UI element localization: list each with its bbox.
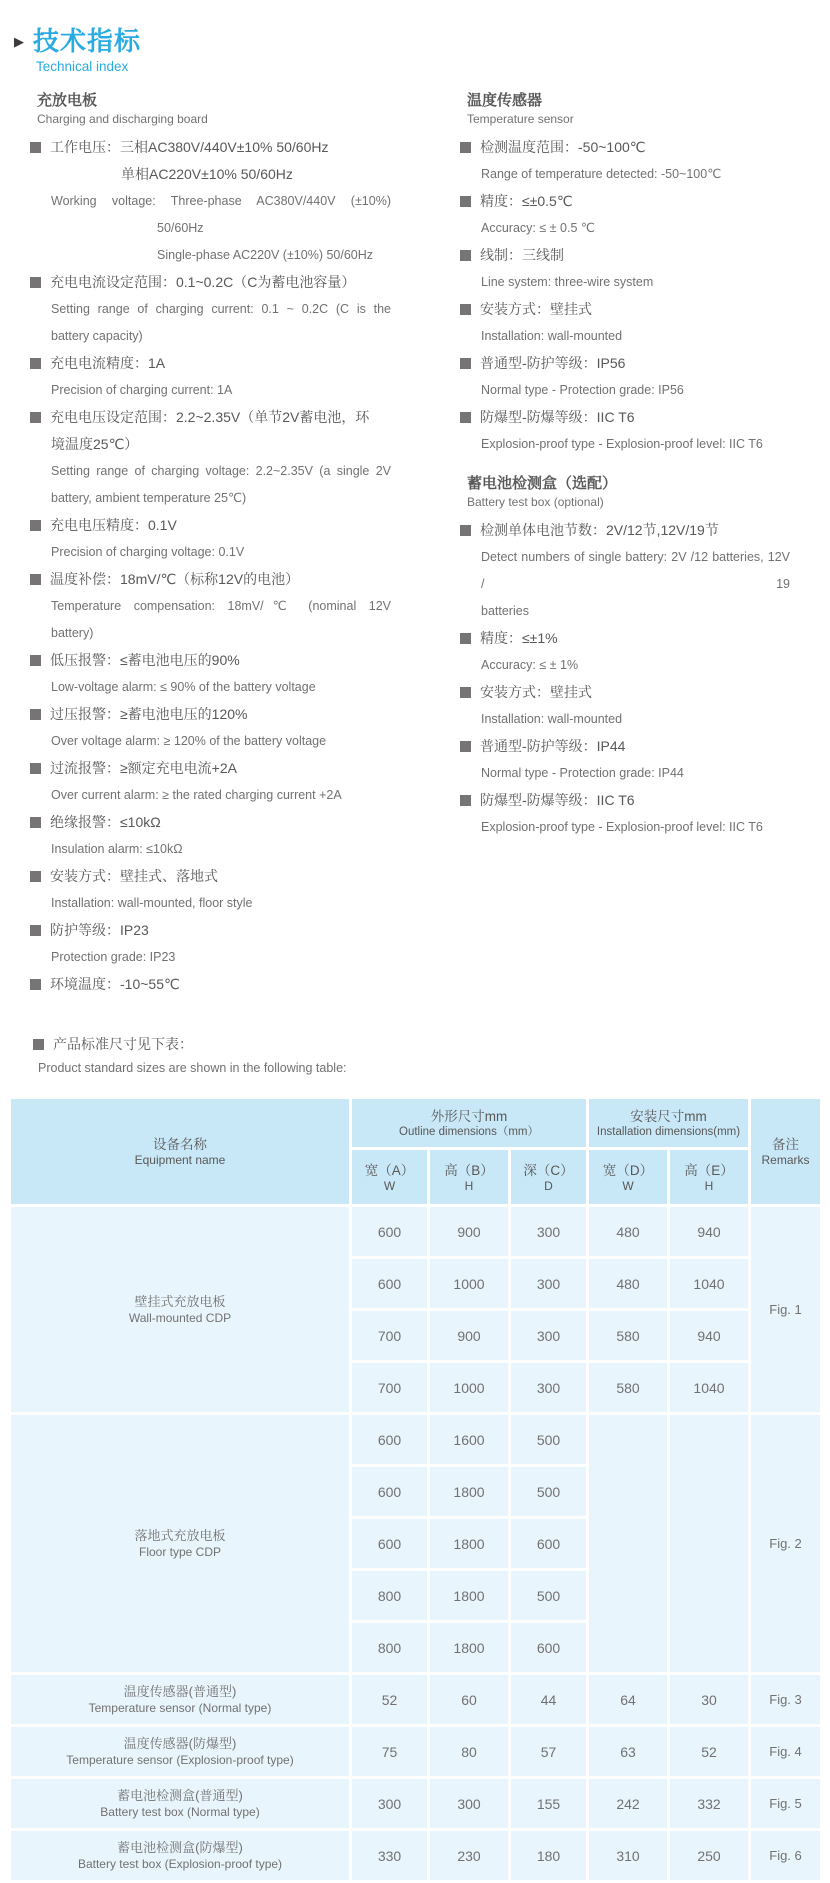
bullet-square-icon <box>460 250 471 261</box>
spec-line-en <box>30 890 391 917</box>
spec-text: Installation: wall-mounted <box>481 329 623 343</box>
spec-text: 境温度25℃） <box>51 436 139 452</box>
spec-line-en <box>30 296 391 323</box>
bullet-square-icon <box>460 795 471 806</box>
equipment-name-cn: 壁挂式充放电板 <box>134 1294 226 1309</box>
equipment-name-cn: 落地式充放电板 <box>134 1528 226 1543</box>
size-value-cell: 500 <box>510 1570 588 1622</box>
bullet-square-icon <box>30 277 41 288</box>
spec-text: 环境温度：-10~55℃ <box>50 976 180 992</box>
size-value-cell: 800 <box>351 1570 429 1622</box>
size-value-cell: 332 <box>669 1778 750 1830</box>
spec-text: Precision of charging current: 1A <box>51 383 233 397</box>
size-value-cell: 600 <box>510 1518 588 1570</box>
remarks-header-cn: 备注 <box>772 1137 800 1152</box>
spec-line-cn <box>30 917 391 944</box>
bullet-square-icon <box>30 655 41 666</box>
size-value-cell-empty <box>669 1414 750 1674</box>
table-row <box>10 1674 822 1726</box>
size-value-cell: 1600 <box>429 1414 510 1466</box>
spec-line-en <box>30 836 391 863</box>
size-value-cell: 1000 <box>429 1258 510 1310</box>
bullet-square-icon <box>33 1039 44 1050</box>
size-value-cell: 300 <box>429 1778 510 1830</box>
size-value-cell: 80 <box>429 1726 510 1778</box>
spec-text: Over voltage alarm: ≥ 120% of the battery voltage <box>51 734 327 748</box>
section-heading-en: Charging and discharging board <box>37 112 208 126</box>
bullet-square-icon <box>30 709 41 720</box>
equipment-name-en: Battery test box (Normal type) <box>100 1805 260 1819</box>
spec-text: battery capacity) <box>51 329 143 343</box>
spec-text: 绝缘报警：≤10kΩ <box>50 814 161 830</box>
spec-text: 过压报警：≥蓄电池电压的120% <box>50 706 248 722</box>
bullet-square-icon <box>30 574 41 585</box>
spec-text: 单相AC220V±10% 50/60Hz <box>121 166 293 182</box>
section-heading-cn: 蓄电池检测盒（选配） <box>467 475 618 492</box>
table-row <box>10 1778 822 1830</box>
spec-line-en <box>30 674 391 701</box>
equipment-name-en: Wall-mounted CDP <box>128 1311 232 1325</box>
col-header-dim <box>510 1149 588 1206</box>
remark-cell: Fig. 4 <box>750 1726 822 1778</box>
size-value-cell: 940 <box>669 1206 750 1258</box>
spec-line-cn <box>30 431 391 458</box>
spec-text: Installation: wall-mounted, floor style <box>51 896 253 910</box>
spec-text: Line system: three-wire system <box>481 275 654 289</box>
bullet-square-icon <box>30 817 41 828</box>
spec-line-en <box>30 485 391 512</box>
group-header-cn: 外形尺寸mm <box>430 1108 508 1124</box>
size-table <box>8 1096 823 1883</box>
size-value-cell: 600 <box>351 1414 429 1466</box>
spec-text: Single-phase AC220V (±10%) 50/60Hz <box>157 248 374 262</box>
spec-text: 防爆型-防爆等级：IIC T6 <box>480 792 635 808</box>
col-header-dim <box>429 1149 510 1206</box>
equipment-name-en: Floor type CDP <box>138 1545 222 1559</box>
size-value-cell: 1800 <box>429 1518 510 1570</box>
spec-line-cn <box>30 863 391 890</box>
section-heading-cn: 温度传感器 <box>467 92 543 109</box>
equipment-name-cn: 蓄电池检测盒(防爆型) <box>117 1840 243 1855</box>
size-value-cell: 64 <box>588 1674 669 1726</box>
size-value-cell-empty <box>588 1414 669 1674</box>
spec-line-cn <box>460 188 790 215</box>
spec-text: 充电电压精度：0.1V <box>50 517 177 533</box>
spec-text: Low-voltage alarm: ≤ 90% of the battery voltage <box>51 680 316 694</box>
spec-line-en <box>460 323 790 350</box>
spec-line-en <box>30 539 391 566</box>
remark-cell: Fig. 3 <box>750 1674 822 1726</box>
spec-text: Accuracy: ≤ ± 1% <box>481 658 579 672</box>
size-value-cell: 310 <box>588 1830 669 1882</box>
equipment-name-cell <box>10 1830 351 1882</box>
spec-text: 检测温度范围：-50~100℃ <box>480 139 646 155</box>
spec-text: Precision of charging voltage: 0.1V <box>51 545 245 559</box>
spec-column-right <box>460 91 790 998</box>
spec-line-cn <box>30 809 391 836</box>
dim-header-cn: 深（C） <box>523 1162 574 1178</box>
spec-text: 检测单体电池节数：2V/12节,12V/19节 <box>480 522 719 538</box>
spec-text: Over current alarm: ≥ the rated charging current +2A <box>51 788 342 802</box>
spec-text: 低压报警：≤蓄电池电压的90% <box>50 652 240 668</box>
spec-text: 充电电流精度：1A <box>50 355 166 371</box>
spec-text: 精度：≤±1% <box>480 630 558 646</box>
spec-line-cn <box>30 755 391 782</box>
size-value-cell: 600 <box>351 1206 429 1258</box>
size-value-cell: 500 <box>510 1466 588 1518</box>
spec-text: Detect numbers of single battery: 2V /12 batteries, 12V / 19 <box>481 550 790 591</box>
bullet-square-icon <box>460 358 471 369</box>
size-value-cell: 1800 <box>429 1622 510 1674</box>
dim-header-en: D <box>544 1178 553 1193</box>
remark-cell: Fig. 6 <box>750 1830 822 1882</box>
size-value-cell: 600 <box>351 1258 429 1310</box>
spec-text: Normal type - Protection grade: IP56 <box>481 383 684 397</box>
spec-line-en <box>30 242 391 269</box>
size-value-cell: 700 <box>351 1362 429 1414</box>
col-group-header-0 <box>351 1098 588 1149</box>
size-value-cell: 250 <box>669 1830 750 1882</box>
spec-line-cn <box>460 350 790 377</box>
col-header-dim <box>669 1149 750 1206</box>
size-value-cell: 300 <box>510 1206 588 1258</box>
equipment-name-cell <box>10 1414 351 1674</box>
spec-text: 防爆型-防爆等级：IIC T6 <box>480 409 635 425</box>
spec-line-en <box>460 598 790 625</box>
spec-text: Temperature compensation: 18mV/℃ (nominal 12V <box>51 599 391 613</box>
spec-line-en <box>460 706 790 733</box>
bullet-square-icon <box>30 358 41 369</box>
col-header-dim <box>351 1149 429 1206</box>
size-value-cell: 480 <box>588 1206 669 1258</box>
bullet-square-icon <box>30 925 41 936</box>
size-value-cell: 480 <box>588 1258 669 1310</box>
spec-text: 工作电压：三相AC380V/440V±10% 50/60Hz <box>50 139 329 155</box>
equipment-name-cell <box>10 1726 351 1778</box>
spec-line-en <box>460 161 790 188</box>
spec-line-en <box>460 652 790 679</box>
spec-text: battery, ambient temperature 25℃) <box>51 491 247 505</box>
spec-line-cn <box>460 733 790 760</box>
bullet-square-icon <box>460 196 471 207</box>
spec-text: 充电电压设定范围：2.2~2.35V（单节2V蓄电池，环 <box>50 409 370 425</box>
spec-text: Range of temperature detected: -50~100℃ <box>481 167 722 181</box>
spec-text: Explosion-proof type - Explosion-proof level: IIC T6 <box>481 820 763 834</box>
table-header <box>10 1098 822 1206</box>
size-value-cell: 600 <box>351 1466 429 1518</box>
spec-line-en <box>30 944 391 971</box>
spec-line-cn <box>30 134 391 161</box>
spec-text: 防护等级：IP23 <box>50 922 149 938</box>
remarks-header-en: Remarks <box>761 1153 810 1167</box>
dim-header-cn: 宽（A） <box>364 1162 415 1178</box>
spec-line-cn <box>460 134 790 161</box>
size-value-cell: 1800 <box>429 1570 510 1622</box>
section-heading-cn: 充放电板 <box>37 92 98 109</box>
size-value-cell: 155 <box>510 1778 588 1830</box>
spec-line-en <box>460 215 790 242</box>
page-title-row <box>0 26 830 56</box>
spec-line-en <box>30 323 391 350</box>
bullet-square-icon <box>460 687 471 698</box>
size-value-cell: 242 <box>588 1778 669 1830</box>
spec-text: 50/60Hz <box>157 221 204 235</box>
bullet-square-icon <box>30 142 41 153</box>
table-row <box>10 1414 822 1466</box>
spec-text: 普通型-防护等级：IP56 <box>480 355 626 371</box>
size-value-cell: 700 <box>351 1310 429 1362</box>
page-subtitle: Technical index <box>36 59 129 74</box>
spec-text: Installation: wall-mounted <box>481 712 623 726</box>
spec-text: batteries <box>481 604 529 618</box>
bullet-square-icon <box>460 525 471 536</box>
spec-line-cn <box>460 679 790 706</box>
spec-text: 温度补偿：18mV/℃（标称12V的电池） <box>50 571 300 587</box>
table-intro-en: Product standard sizes are shown in the following table: <box>38 1061 347 1075</box>
bullet-square-icon <box>30 871 41 882</box>
spec-text: Insulation alarm: ≤10kΩ <box>51 842 183 856</box>
spec-text: battery) <box>51 626 94 640</box>
col-header-equipment <box>10 1098 351 1206</box>
spec-text: 安装方式：壁挂式 <box>480 684 592 700</box>
spec-line-en <box>30 215 391 242</box>
spec-text: Working voltage: Three-phase AC380V/440V (±10%) <box>51 194 391 208</box>
bullet-square-icon <box>460 304 471 315</box>
triangle-bullet-icon: ▶ <box>14 33 24 49</box>
header-row-groups <box>10 1098 822 1149</box>
table-body <box>10 1206 822 1882</box>
group-header-en: Outline dimensions（mm） <box>399 1125 539 1138</box>
table-row <box>10 1206 822 1258</box>
spec-line-en <box>30 458 391 485</box>
size-value-cell: 300 <box>510 1362 588 1414</box>
col-group-header-1 <box>588 1098 750 1149</box>
dim-header-en: W <box>383 1178 396 1193</box>
spec-line-en <box>460 760 790 787</box>
size-value-cell: 580 <box>588 1362 669 1414</box>
dim-header-cn: 高（E） <box>684 1162 734 1178</box>
size-value-cell: 300 <box>351 1778 429 1830</box>
section-heading-en: Temperature sensor <box>467 112 574 126</box>
size-value-cell: 500 <box>510 1414 588 1466</box>
spec-column-left <box>30 91 391 998</box>
size-value-cell: 300 <box>510 1258 588 1310</box>
size-value-cell: 57 <box>510 1726 588 1778</box>
spec-line-cn <box>460 404 790 431</box>
spec-line-cn <box>460 787 790 814</box>
spec-line-en <box>460 544 790 598</box>
equipment-name-cell <box>10 1778 351 1830</box>
size-value-cell: 52 <box>351 1674 429 1726</box>
bullet-square-icon <box>460 633 471 644</box>
spec-line-cn <box>30 701 391 728</box>
spec-line-en <box>30 593 391 620</box>
spec-line-en <box>30 782 391 809</box>
equipment-name-cn: 蓄电池检测盒(普通型) <box>117 1788 243 1803</box>
spec-text: Setting range of charging voltage: 2.2~2.35V (a single 2V <box>51 464 391 478</box>
table-intro-cn-text: 产品标准尺寸见下表： <box>53 1036 193 1052</box>
table-intro-cn <box>33 1032 830 1056</box>
spec-line-cn <box>30 161 391 188</box>
dim-header-en: W <box>622 1178 634 1193</box>
spec-line-en <box>460 431 790 458</box>
spec-line-cn <box>30 350 391 377</box>
spec-text: 安装方式：壁挂式 <box>480 301 592 317</box>
spec-line-cn <box>460 242 790 269</box>
spec-line-en <box>30 188 391 215</box>
spec-line-en <box>460 377 790 404</box>
spec-line-cn <box>30 971 391 998</box>
section-heading <box>460 91 790 128</box>
spec-line-cn <box>30 566 391 593</box>
spec-line-cn <box>30 512 391 539</box>
equipment-name-en: Battery test box (Explosion-proof type) <box>77 1857 283 1871</box>
equipment-name-cell <box>10 1206 351 1414</box>
spec-text: 安装方式：壁挂式、落地式 <box>50 868 218 884</box>
remark-cell: Fig. 5 <box>750 1778 822 1830</box>
spec-text: 过流报警：≥额定充电电流+2A <box>50 760 237 776</box>
size-value-cell: 1040 <box>669 1258 750 1310</box>
size-value-cell: 1040 <box>669 1362 750 1414</box>
spec-text: Protection grade: IP23 <box>51 950 176 964</box>
bullet-square-icon <box>30 979 41 990</box>
spec-line-cn <box>30 647 391 674</box>
bullet-square-icon <box>460 741 471 752</box>
spec-line-cn <box>460 296 790 323</box>
remark-cell: Fig. 2 <box>750 1414 822 1674</box>
bullet-square-icon <box>30 520 41 531</box>
equipment-header-cn: 设备名称 <box>153 1137 207 1152</box>
spec-text: 充电电流设定范围：0.1~0.2C（C为蓄电池容量） <box>50 274 356 290</box>
dim-header-cn: 高（B） <box>444 1162 494 1178</box>
bullet-square-icon <box>460 412 471 423</box>
size-value-cell: 1000 <box>429 1362 510 1414</box>
spec-columns <box>0 91 830 998</box>
size-value-cell: 800 <box>351 1622 429 1674</box>
spec-line-cn <box>460 517 790 544</box>
spec-line-cn <box>460 625 790 652</box>
spec-text: 普通型-防护等级：IP44 <box>480 738 626 754</box>
spec-text: 线制：三线制 <box>480 247 564 263</box>
dim-header-cn: 宽（D） <box>602 1162 654 1178</box>
group-header-en: Installation dimensions(mm) <box>596 1125 741 1138</box>
size-value-cell: 44 <box>510 1674 588 1726</box>
bullet-square-icon <box>460 142 471 153</box>
spec-text: Accuracy: ≤ ± 0.5 ℃ <box>481 221 595 235</box>
col-header-remarks <box>750 1098 822 1206</box>
size-value-cell: 230 <box>429 1830 510 1882</box>
remark-cell: Fig. 1 <box>750 1206 822 1414</box>
spec-text: 精度：≤±0.5℃ <box>480 193 573 209</box>
size-value-cell: 900 <box>429 1206 510 1258</box>
spec-text: Normal type - Protection grade: IP44 <box>481 766 684 780</box>
spec-line-en <box>30 377 391 404</box>
size-value-cell: 52 <box>669 1726 750 1778</box>
spec-line-en <box>460 814 790 841</box>
section-heading <box>460 474 790 511</box>
spec-text: Explosion-proof type - Explosion-proof level: IIC T6 <box>481 437 763 451</box>
equipment-name-cell <box>10 1674 351 1726</box>
equipment-name-en: Temperature sensor (Explosion-proof type) <box>66 1753 294 1767</box>
spec-line-en <box>30 728 391 755</box>
size-value-cell: 30 <box>669 1674 750 1726</box>
size-value-cell: 300 <box>510 1310 588 1362</box>
table-intro <box>0 1032 830 1080</box>
table-row <box>10 1830 822 1882</box>
spec-line-en <box>460 269 790 296</box>
size-value-cell: 75 <box>351 1726 429 1778</box>
equipment-name-cn: 温度传感器(普通型) <box>123 1684 237 1699</box>
dim-header-en: H <box>464 1178 474 1193</box>
spec-line-cn <box>30 269 391 296</box>
spec-text: Setting range of charging current: 0.1 ~ 0.2C (C is the <box>51 302 391 316</box>
size-value-cell: 940 <box>669 1310 750 1362</box>
table-row <box>10 1726 822 1778</box>
col-header-dim <box>588 1149 669 1206</box>
equipment-name-cn: 温度传感器(防爆型) <box>123 1736 237 1751</box>
group-header-cn: 安装尺寸mm <box>630 1108 707 1124</box>
size-value-cell: 180 <box>510 1830 588 1882</box>
section-heading <box>30 91 391 128</box>
size-value-cell: 1800 <box>429 1466 510 1518</box>
equipment-name-en: Temperature sensor (Normal type) <box>88 1701 272 1715</box>
section-heading-en: Battery test box (optional) <box>467 495 604 509</box>
bullet-square-icon <box>30 412 41 423</box>
size-value-cell: 63 <box>588 1726 669 1778</box>
page-title: 技术指标 <box>33 26 142 56</box>
spec-line-cn <box>30 404 391 431</box>
bullet-square-icon <box>30 763 41 774</box>
equipment-header-en: Equipment name <box>134 1153 226 1167</box>
size-value-cell: 60 <box>429 1674 510 1726</box>
spec-line-en <box>30 620 391 647</box>
size-value-cell: 600 <box>510 1622 588 1674</box>
size-value-cell: 330 <box>351 1830 429 1882</box>
size-value-cell: 600 <box>351 1518 429 1570</box>
size-value-cell: 580 <box>588 1310 669 1362</box>
dim-header-en: H <box>704 1178 714 1193</box>
size-value-cell: 900 <box>429 1310 510 1362</box>
